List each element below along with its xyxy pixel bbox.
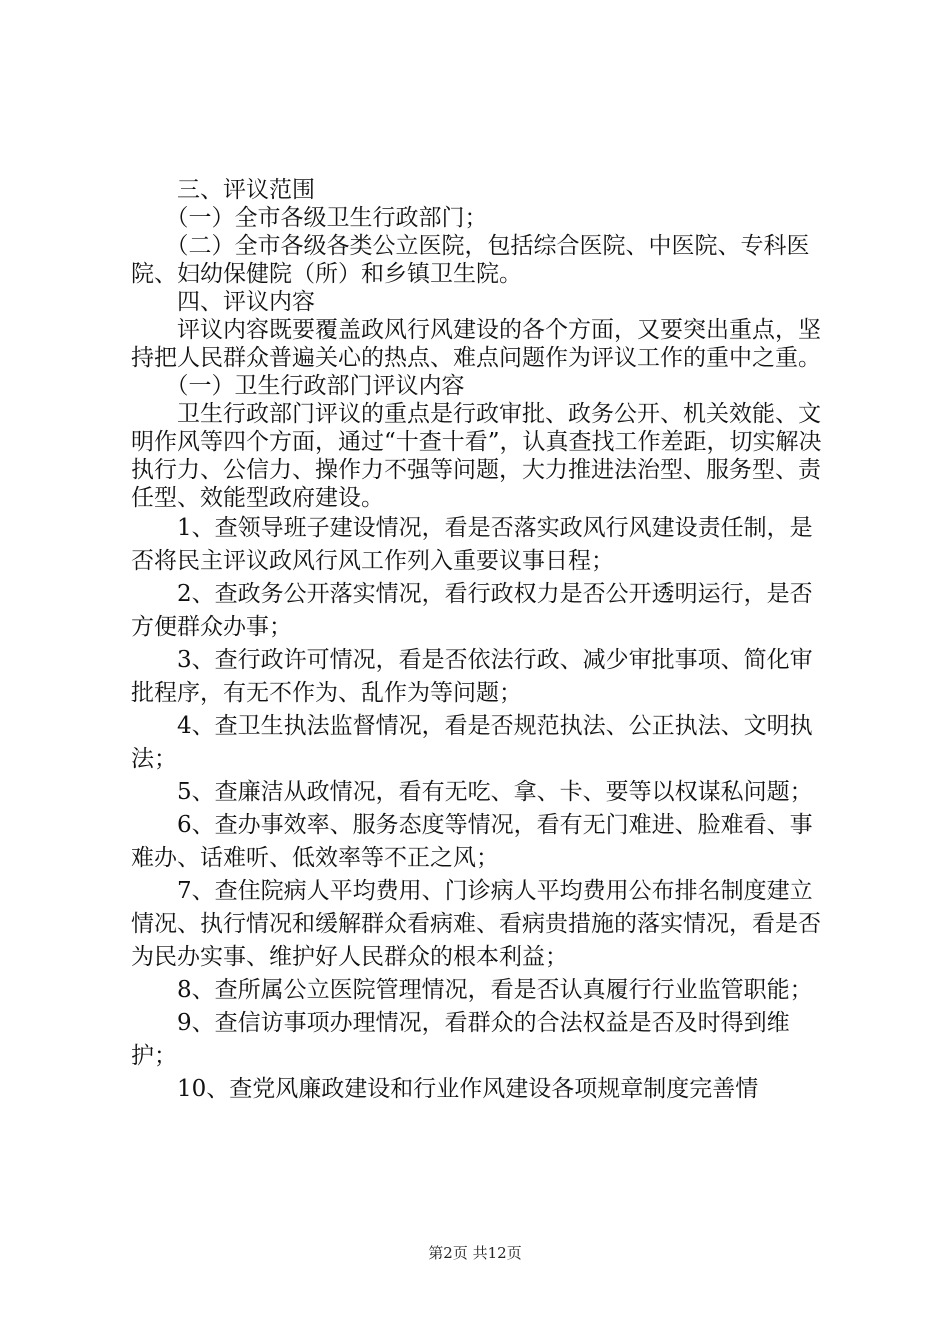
list-item: 7、查住院病人平均费用、门诊病人平均费用公布排名制度建立情况、执行情况和缓解群众看病难、看病贵措施的落实情况，看是否为民办实事、维护好人民群众的根本利益； [131, 878, 821, 970]
page-number-footer: 第2页 共12页 [428, 1244, 522, 1262]
list-item: 9、查信访事项办理情况，看群众的合法权益是否及时得到维护； [131, 1010, 790, 1069]
document-body [131, 176, 831, 1106]
list-item: 3、查行政许可情况，看是否依法行政、减少审批事项、简化审批程序，有无不作为、乱作为等问题； [131, 647, 813, 706]
list-item: 10、查党风廉政建设和行业作风建设各项规章制度完善情 [131, 1076, 759, 1102]
list-item: 2、查政务公开落实情况，看行政权力是否公开透明运行，是否方便群众办事； [131, 581, 813, 640]
paragraph: 评议内容既要覆盖政风行风建设的各个方面，又要突出重点，坚持把人民群众普遍关心的热点、难点问题作为评议工作的重中之重。 [131, 317, 821, 371]
subsection-heading: （一）卫生行政部门评议内容 [131, 373, 465, 399]
paragraph: （一）全市各级卫生行政部门； [131, 205, 488, 231]
section-heading-scope: 三、评议范围 [131, 177, 315, 203]
list-item: 1、查领导班子建设情况，看是否落实政风行风建设责任制，是否将民主评议政风行风工作列入重要议事日程； [131, 515, 813, 574]
list-item: 4、查卫生执法监督情况，看是否规范执法、公正执法、文明执法； [131, 713, 813, 772]
list-item: 8、查所属公立医院管理情况，看是否认真履行行业监管职能； [131, 977, 813, 1003]
list-item: 5、查廉洁从政情况，看有无吃、拿、卡、要等以权谋私问题； [131, 779, 813, 805]
section-heading-content: 四、评议内容 [131, 289, 315, 315]
list-item: 6、查办事效率、服务态度等情况，看有无门难进、脸难看、事难办、话难听、低效率等不正之风； [131, 812, 813, 871]
paragraph: （二）全市各级各类公立医院，包括综合医院、中医院、专科医院、妇幼保健院（所）和乡镇卫生院。 [131, 233, 810, 287]
paragraph: 卫生行政部门评议的重点是行政审批、政务公开、机关效能、文明作风等四个方面，通过“十查十看”，认真查找工作差距，切实解决执行力、公信力、操作力不强等问题，大力推进法治型、服务型、责任型、效能型政府建设。 [131, 401, 822, 511]
